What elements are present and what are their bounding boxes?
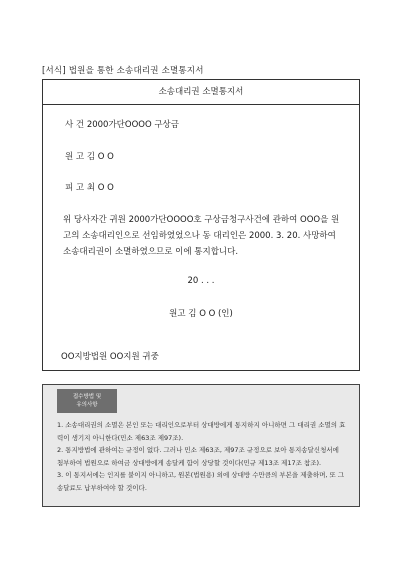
- notes-tab: [57, 389, 117, 413]
- notice-form: [42, 79, 360, 371]
- note-item: 1. 소송대리권의 소멸은 본인 또는 대리인으로부터 상대방에게 통지하지 아니하면 그 대리권 소멸의 효력이 생기지 아니한다(민소 제63조 제97조).: [57, 421, 346, 442]
- notice-body: 위 당사자간 귀원 2000가단OOOO호 구상금청구사건에 관하여 OOO을 원고의 소송대리인으로 선임하였었으나 동 대리인은 2000. 3. 20. 사망하여 소송대리권이 소멸하였으므로 이에 통지합니다.: [63, 215, 340, 257]
- notes-tab-line1: 접수방법 및: [72, 394, 102, 400]
- case-line: 사 건 2000가단OOOO 구상금: [65, 120, 179, 130]
- form-title: 소송대리권 소멸통지서: [43, 80, 359, 105]
- defendant-line: 피 고 최 O O: [65, 183, 114, 193]
- date-line: 20 . . .: [187, 276, 215, 286]
- court-addressee: OO지방법원 OO지원 귀중: [61, 352, 159, 362]
- note-item: 3. 이 통지서에는 인지를 붙이지 아니하고, 원본(법원용) 외에 상대방 수만큼의 부본을 제출하며, 또 그 송달료도 납부하여야 할 것이다.: [57, 471, 345, 492]
- signer-line: 원고 김 O O (인): [169, 309, 233, 319]
- note-item: 2. 통지방법에 관하여는 규정이 없다. 그러나 민소 제63조, 제97조 규정으로 보아 통지송달신청서에 첨부하여 법원으로 하여금 상대방에게 송달케 함이 상당할 것이다(민규 제13조 제17조 참조).: [57, 446, 339, 467]
- form-caption: [서식] 법원을 통한 소송대리권 소멸통지서: [42, 66, 204, 76]
- filing-notes-box: [42, 384, 360, 507]
- notes-tab-line2: 유의사항: [76, 402, 98, 408]
- plaintiff-line: 원 고 김 O O: [65, 152, 114, 162]
- notes-list: [57, 419, 347, 494]
